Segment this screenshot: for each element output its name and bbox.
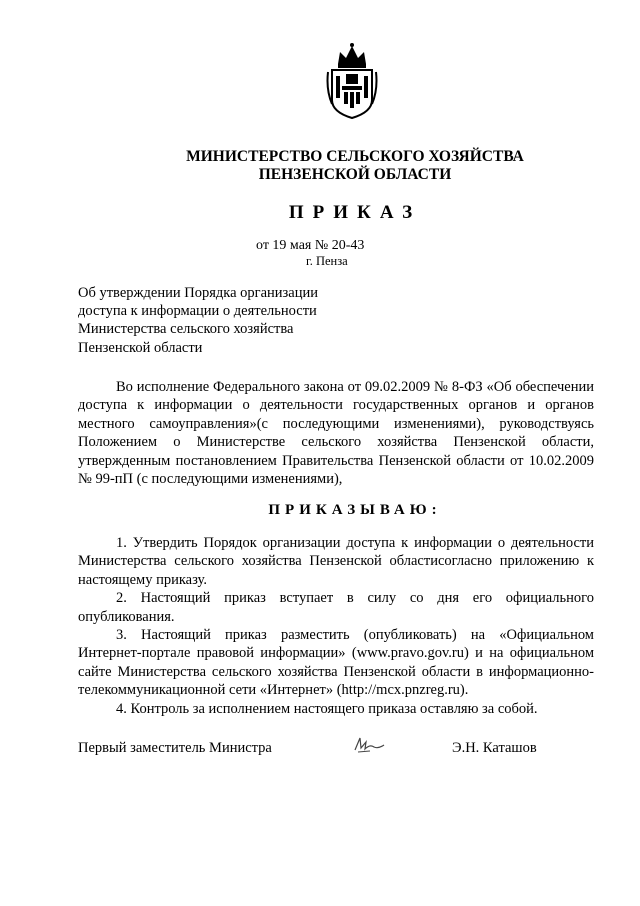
order-item: 1. Утвердить Порядок организации доступа к информации о деятельности Министерства сельского хозяйства Пензенской областисогласно приложению к настоящему приказу.	[78, 535, 594, 588]
subject-line: Министерства сельского хозяйства	[78, 321, 294, 338]
order-heading: ПРИКАЗЫВАЮ:	[268, 502, 442, 518]
ministry-name-line2: ПЕНЗЕНСКОЙ ОБЛАСТИ	[258, 166, 452, 183]
signatory-position: Первый заместитель Министра	[78, 740, 272, 756]
order-item: 4. Контроль за исполнением настоящего приказа оставляю за собой.	[116, 700, 538, 717]
ministry-name	[150, 148, 560, 184]
handwritten-signature	[352, 734, 386, 756]
subject-line: доступа к информации о деятельности	[78, 303, 317, 320]
subject-line: Пензенской области	[78, 339, 203, 356]
ministry-name-line1: МИНИСТЕРСТВО СЕЛЬСКОГО ХОЗЯЙСТВА	[186, 148, 524, 165]
document-title: ПРИКАЗ	[288, 202, 422, 223]
city: г. Пенза	[306, 254, 348, 268]
subject-line: Об утверждении Порядка организации	[78, 285, 318, 301]
signatory-name: Э.Н. Каташов	[452, 740, 537, 756]
order-items	[78, 534, 594, 718]
coat-of-arms-icon	[326, 42, 378, 120]
order-item: 2. Настоящий приказ вступает в силу со дня его официального опубликования.	[78, 590, 594, 625]
subject-block	[78, 284, 378, 357]
preamble-paragraph: Во исполнение Федерального закона от 09.02.2009 № 8-ФЗ «Об обеспечении доступа к информации о деятельности государственных органов и органов местного самоуправления»(с последующими изменениями), руководствуясь Положением о Министерстве сельского хозяйства Пензенской области, утвержденным постановлением Правительства Пензенской области от 10.02.2009 № 99-пП (с последующими изменениями),	[78, 379, 594, 488]
order-item: 3. Настоящий приказ разместить (опубликовать) на «Официальном Интернет-портале правовой информации» (www.pravo.gov.ru) и на официальном сайте Министерства сельского хозяйства Пензенской области в информационно-телекоммуникационной сети «Интернет» (http://mcx.pnzreg.ru).	[78, 627, 594, 699]
date-number: от 19 мая № 20-43	[256, 238, 365, 253]
